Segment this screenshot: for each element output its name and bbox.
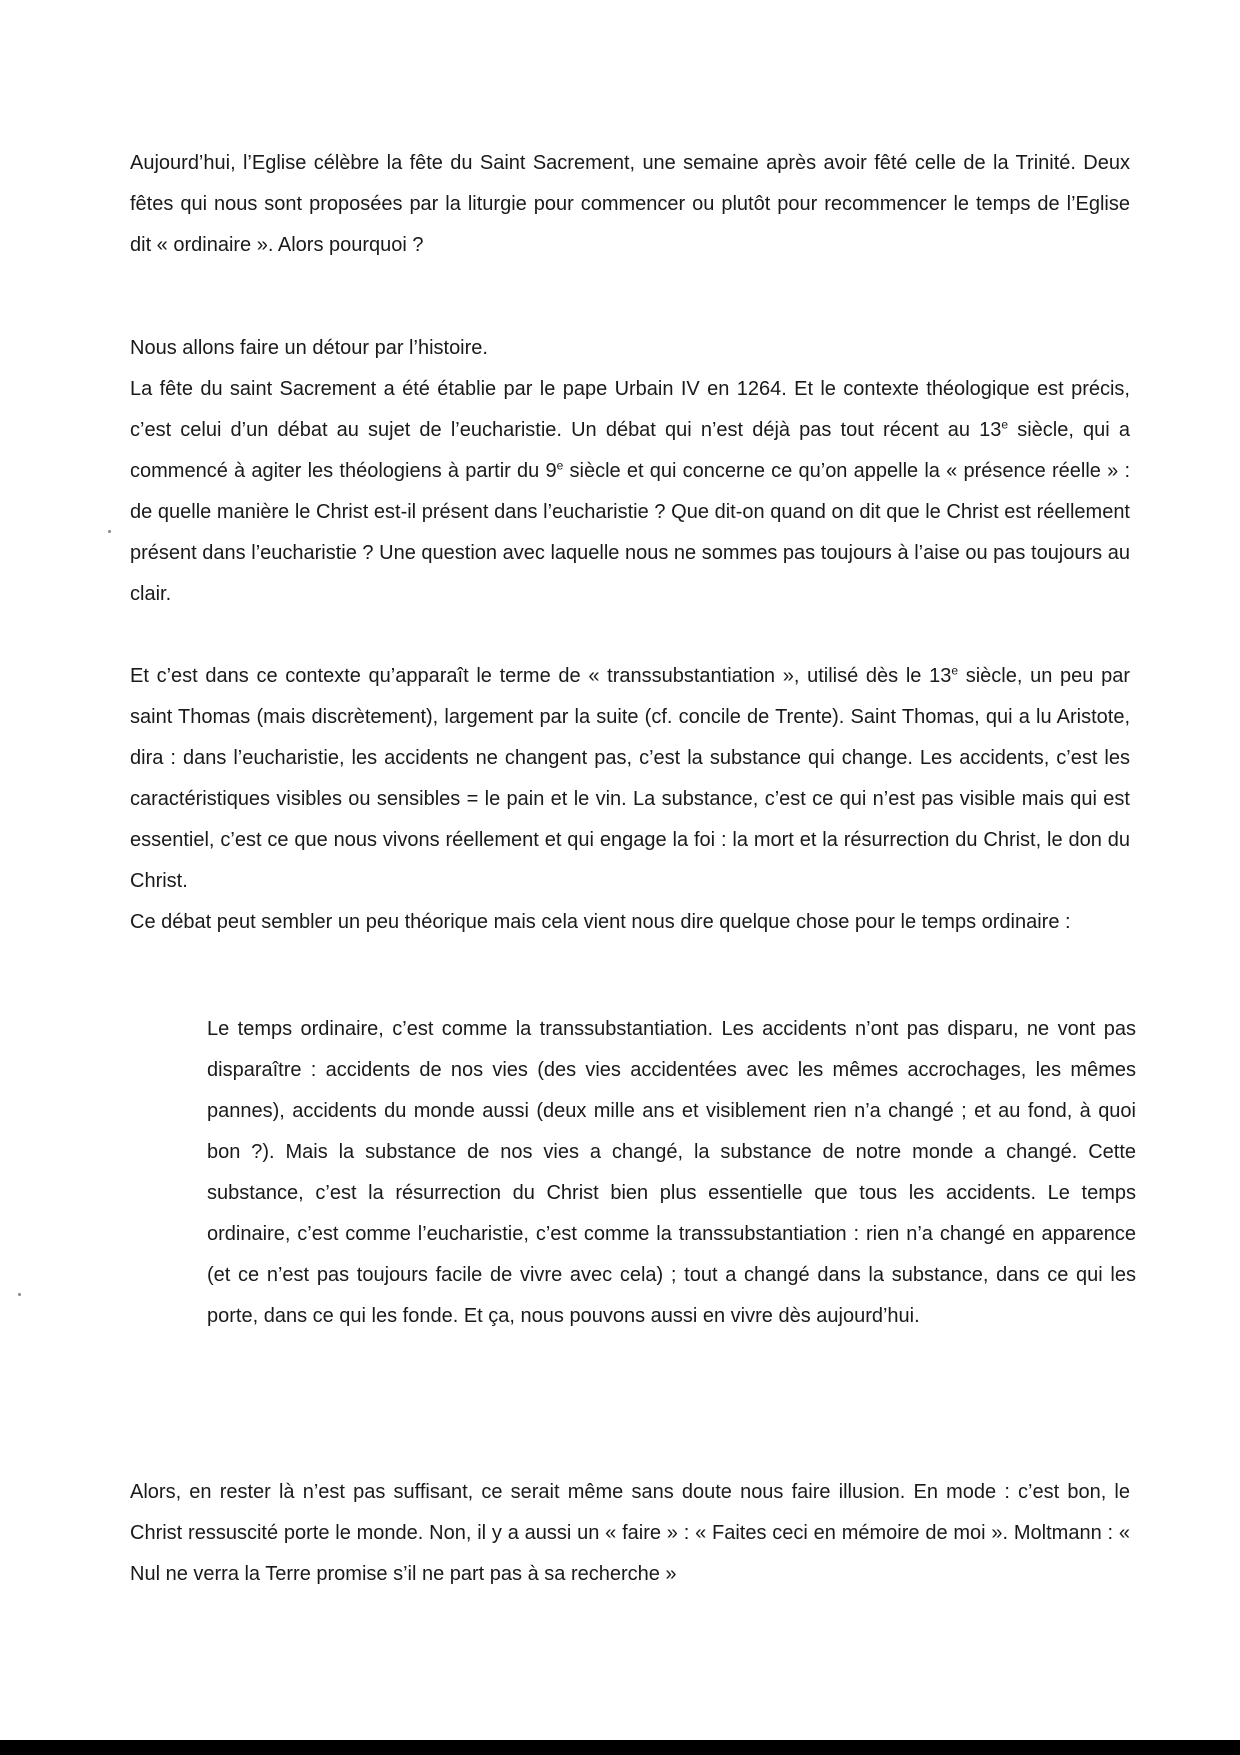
history-text <box>130 369 1130 615</box>
paragraph-conclusion <box>130 1472 1130 1595</box>
indented-quote-block <box>207 1009 1136 1337</box>
transsubstantiation-text-part2: siècle, un peu par saint Thomas (mais discrètement), largement par la suite (cf. concile de Trente). Saint Thomas, qui a lu Aristote, dira : dans l’eucharistie, les accidents ne changent pas, c’est la substance qui change. Les accidents, c’est les caractéristiques visibles ou sensibles = le pain et le vin. La substance, c’est ce qui n’est pas visible mais qui est essentiel, c’est ce que nous vivons réellement et qui engage la foi : la mort et la résurrection du Christ, le don du Christ. <box>130 665 1130 892</box>
conclusion-text: Alors, en rester là n’est pas suffisant, ce serait même sans doute nous faire illusion. En mode : c’est bon, le Christ ressuscité porte le monde. Non, il y a aussi un « faire » : « Faites ceci en mémoire de moi ». Moltmann : « Nul ne verra la Terre promise s’il ne part pas à sa recherche » <box>130 1481 1130 1585</box>
history-text-part1: La fête du saint Sacrement a été établie par le pape Urbain IV en 1264. Et le contexte théologique est précis, c’est celui d’un débat au sujet de l’eucharistie. Un débat qui n’est déjà pas tout récent au 13 <box>130 378 1130 441</box>
history-text-part2: siècle, qui a commencé à agiter les théologiens à partir du 9 <box>130 419 1131 482</box>
history-text-part3: siècle et qui concerne ce qu’on appelle la « présence réelle » : de quelle manière le Christ est-il présent dans l’eucharistie ? Que dit-on quand on dit que le Christ est réellement présent dans l’eucharistie ? Une question avec laquelle nous ne sommes pas toujours à l’aise ou pas toujours au clair. <box>130 460 1130 605</box>
paragraph-intro <box>130 143 1130 266</box>
history-sup-9: e <box>556 458 564 473</box>
intro-text: Aujourd’hui, l’Eglise célèbre la fête du Saint Sacrement, une semaine après avoir fêté celle de la Trinité. Deux fêtes qui nous sont proposées par la liturgie pour commencer ou plutôt pour recommencer le temps de l’Eglise dit « ordinaire ». Alors pourquoi ? <box>130 152 1130 256</box>
transsubstantiation-text <box>130 656 1130 902</box>
debate-text: Ce débat peut sembler un peu théorique mais cela vient nous dire quelque chose pour le temps ordinaire : <box>130 911 1071 933</box>
paragraph-detour <box>130 328 1130 369</box>
history-sup-13: e <box>1001 417 1009 432</box>
paragraph-history <box>130 369 1130 615</box>
bottom-scan-border <box>0 1740 1240 1755</box>
scan-speck <box>108 530 111 533</box>
detour-text: Nous allons faire un détour par l’histoire. <box>130 337 488 359</box>
transsubstantiation-sup-13: e <box>951 663 959 678</box>
quote-text: Le temps ordinaire, c’est comme la transsubstantiation. Les accidents n’ont pas disparu, ne vont pas disparaître : accidents de nos vies (des vies accidentées avec les mêmes accrochages, les mêmes pannes), accidents du monde aussi (deux mille ans et visiblement rien n’a changé ; et au fond, à quoi bon ?). Mais la substance de nos vies a changé, la substance de notre monde a changé. Cette substance, c’est la résurrection du Christ bien plus essentielle que tous les accidents. Le temps ordinaire, c’est comme l’eucharistie, c’est comme la transsubstantiation : rien n’a changé en apparence (et ce n’est pas toujours facile de vivre avec cela) ; tout a changé dans la substance, dans ce qui les porte, dans ce qui les fonde. Et ça, nous pouvons aussi en vivre dès aujourd’hui. <box>207 1018 1136 1327</box>
scan-speck <box>18 1293 21 1296</box>
paragraph-debate <box>130 902 1130 943</box>
transsubstantiation-text-part1: Et c’est dans ce contexte qu’apparaît le terme de « transsubstantiation », utilisé dès le 13 <box>130 665 952 687</box>
paragraph-transsubstantiation <box>130 656 1130 902</box>
